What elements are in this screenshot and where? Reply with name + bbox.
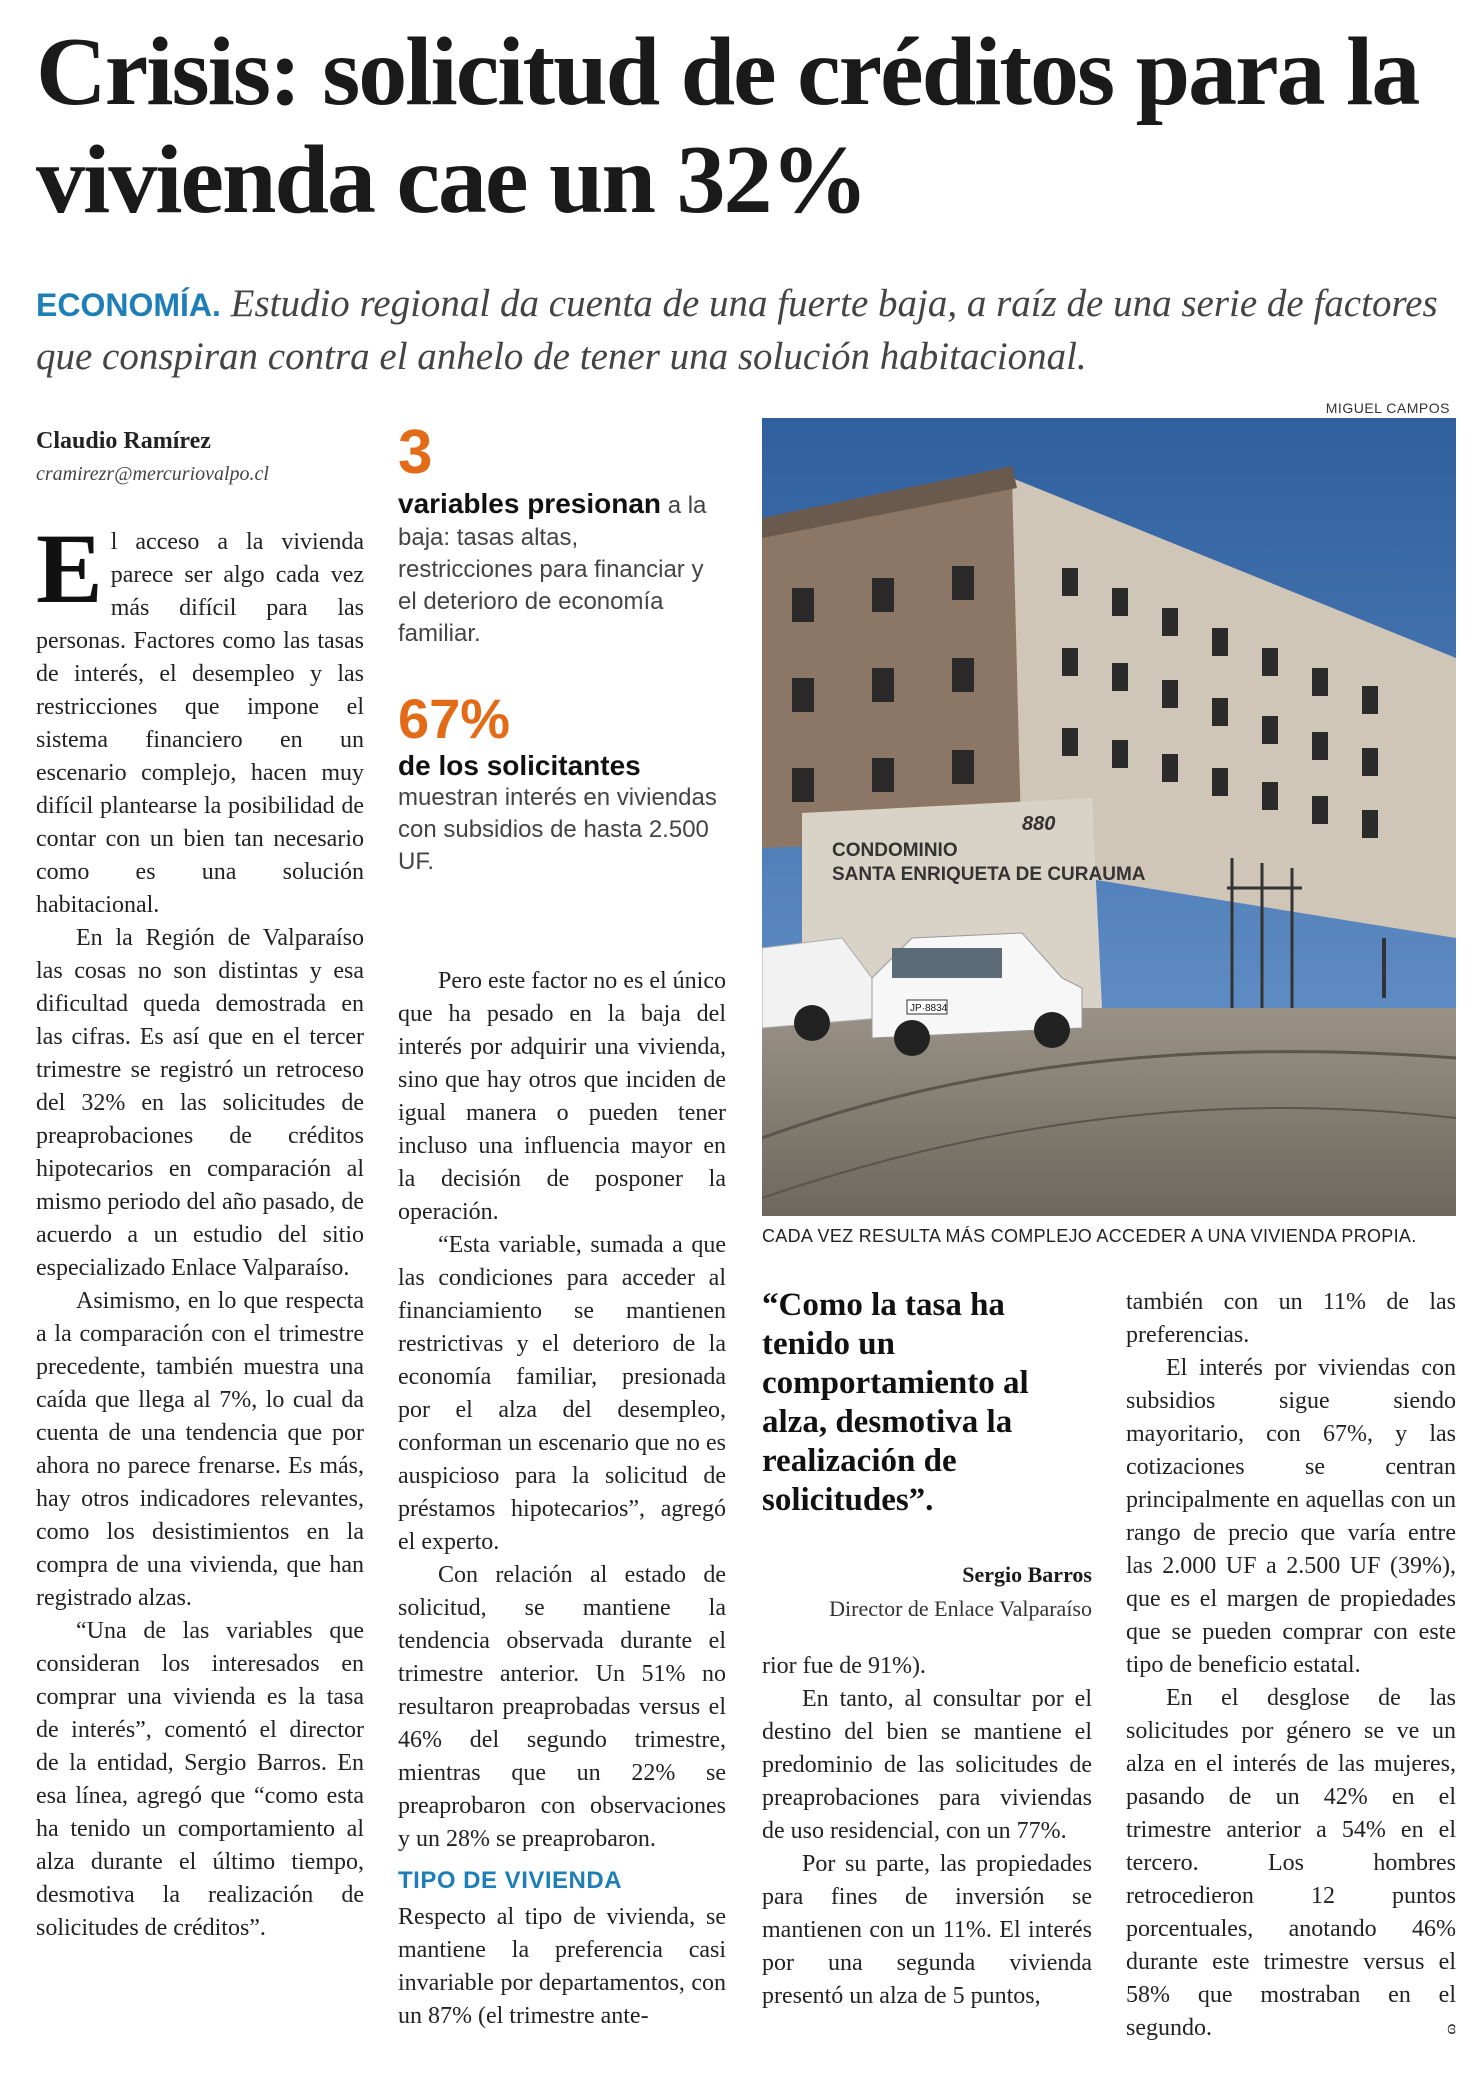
author-email: cramirezr@mercuriovalpo.cl <box>36 463 269 485</box>
subhead: TIPO DE VIVIENDA <box>398 1867 623 1894</box>
paragraph: rior fue de 91%). <box>762 1653 926 1679</box>
paragraph: En la Región de Valparaíso las cosas no son distintas y esa dificultad queda demostrada en las cifras. Es así que en el tercer trimestre se registró un retroceso del 32% en las solicitudes de preaprobaciones de créditos hipotecarios en comparación al mismo periodo del año pasado, de acuerdo a un estudio del sitio especializado Enlace Valparaíso. <box>36 925 364 1281</box>
paragraph <box>36 513 364 922</box>
deck-text: Estudio regional da cuenta de una fuerte baja, a raíz de una serie de factores que conspiran contra el anhelo de tener una solución habitacional. <box>36 282 1438 378</box>
quote-author-role: Director de Enlace Valparaíso <box>829 1596 1092 1621</box>
person-figure <box>1382 938 1386 998</box>
pull-quote: “Como la tasa ha tenido un comportamiento al alza, desmotiva la realización de solicitudes”. <box>762 1287 1029 1518</box>
article-column-3 <box>762 1650 1092 2013</box>
paragraph: El interés por viviendas con subsidios sigue siendo mayoritario, con 67%, y las cotizaciones se centran principalmente en aquellas con un rango de precio que varía entre las 2.000 UF a 2.500 UF (39%), que es el margen de propiedades que se pueden comprar con este tipo de beneficio estatal. <box>1126 1355 1456 1678</box>
stat-number: 3 <box>398 418 433 487</box>
sign-line-1: CONDOMINIO <box>832 840 958 861</box>
stat-text: muestran interés en viviendas con subsidios de hasta 2.500 UF. <box>398 784 717 875</box>
paragraph: Con relación al estado de solicitud, se mantiene la tendencia observada durante el trimestre anterior. Un 51% no resultaron preaprobadas versus el 46% del segundo trimestre, mientras que un 22% se preaprobaron con observaciones y un 28% se preaprobaron. <box>398 1562 726 1852</box>
paragraph: Por su parte, las propiedades para fines de inversión se mantienen con un 11%. El interés por una segunda vivienda presentó un alza de 5 puntos, <box>762 1851 1092 2009</box>
photo-credit: MIGUEL CAMPOS <box>1325 400 1450 416</box>
section-tag: ECONOMÍA. <box>36 287 221 323</box>
paragraph <box>1126 1682 1456 2045</box>
stat-box-2 <box>398 688 718 878</box>
article-column-1 <box>36 513 364 1945</box>
headline: Crisis: solicitud de créditos para la vivienda cae un 32% <box>36 18 1419 234</box>
end-mark-icon: ɞ <box>1447 2017 1456 2039</box>
stat-heading: de los solicitantes <box>398 750 641 781</box>
sign-line-2: SANTA ENRIQUETA DE CURAUMA <box>832 864 1146 885</box>
condominium-photo <box>762 418 1456 1216</box>
photo-caption: CADA VEZ RESULTA MÁS COMPLEJO ACCEDER A UNA VIVIENDA PROPIA. <box>762 1226 1417 1246</box>
sign-number: 880 <box>1022 813 1056 835</box>
stat-heading: variables presionan <box>398 488 662 519</box>
stat-number: 67% <box>398 687 511 750</box>
paragraph: En tanto, al consultar por el destino del bien se mantiene el predominio de las solicitudes de preaprobaciones para viviendas de uso residencial, con un 77%. <box>762 1686 1092 1844</box>
article-column-2 <box>398 965 726 2033</box>
paragraph-text: En el desglose de las solicitudes por género se ve un alza en el interés de las mujeres, pasando de un 42% en el trimestre anterior a 54% en el tercero. Los hombres retrocedieron 12 puntos porcentuales, anotando 46% durante este trimestre versus el 58% que mostraban en el segundo. <box>1126 1685 1456 2041</box>
license-plate: JP·8834 <box>910 1003 948 1014</box>
paragraph: “Una de las variables que consideran los interesados en comprar una vivienda es la tasa de interés”, comentó el director de la entidad, Sergio Barros. En esa línea, agregó que “como esta ha tenido un comportamiento al alza durante el último tiempo, desmotiva la realización de solicitudes de créditos”. <box>36 1618 364 1941</box>
paragraph: Pero este factor no es el único que ha pesado en la baja del interés por adquirir una vivienda, sino que hay otros que inciden de igual manera o pueden tener incluso una influencia mayor en la decisión de posponer la operación. <box>398 968 726 1225</box>
byline <box>36 428 366 486</box>
article-photo <box>762 418 1456 1216</box>
quote-author: Sergio Barros <box>962 1562 1092 1587</box>
deck <box>36 278 1456 383</box>
paragraph: “Esta variable, sumada a que las condiciones para acceder al financiamiento se mantienen restrictivas y el deterioro de la economía familiar, presionada por el alza del desempleo, conforman un escenario que no es auspicioso para la solicitud de préstamos hipotecarios”, agregó el experto. <box>398 1232 726 1555</box>
stat-text: a la baja: tasas altas, restricciones para financiar y el deterioro de economía familiar. <box>398 492 707 647</box>
article-column-4 <box>1126 1286 1456 2045</box>
paragraph-text: l acceso a la vivienda parece ser algo cada vez más difícil para las personas. Factores como las tasas de interés, el desempleo y las restricciones que impone el sistema financiero en un escenario complejo, hacen muy difícil plantearse la posibilidad de contar con un bien tan necesario como es una solución habitacional. <box>36 529 364 918</box>
author-name: Claudio Ramírez <box>36 428 211 454</box>
paragraph: Respecto al tipo de vivienda, se mantiene la preferencia casi invariable por departamentos, con un 87% (el trimestre ante- <box>398 1904 726 2029</box>
stat-description <box>398 488 718 650</box>
drop-cap: E <box>36 513 103 624</box>
stat-box-1 <box>398 418 718 650</box>
paragraph: también con un 11% de las preferencias. <box>1126 1289 1456 1348</box>
paragraph: Asimismo, en lo que respecta a la comparación con el trimestre precedente, también muestra una caída que llega al 7%, lo cual da cuenta de una tendencia que por ahora no parece frenarse. Es más, hay otros indicadores relevantes, como los desistimientos en la compra de una vivienda, que han registrado alzas. <box>36 1288 364 1611</box>
